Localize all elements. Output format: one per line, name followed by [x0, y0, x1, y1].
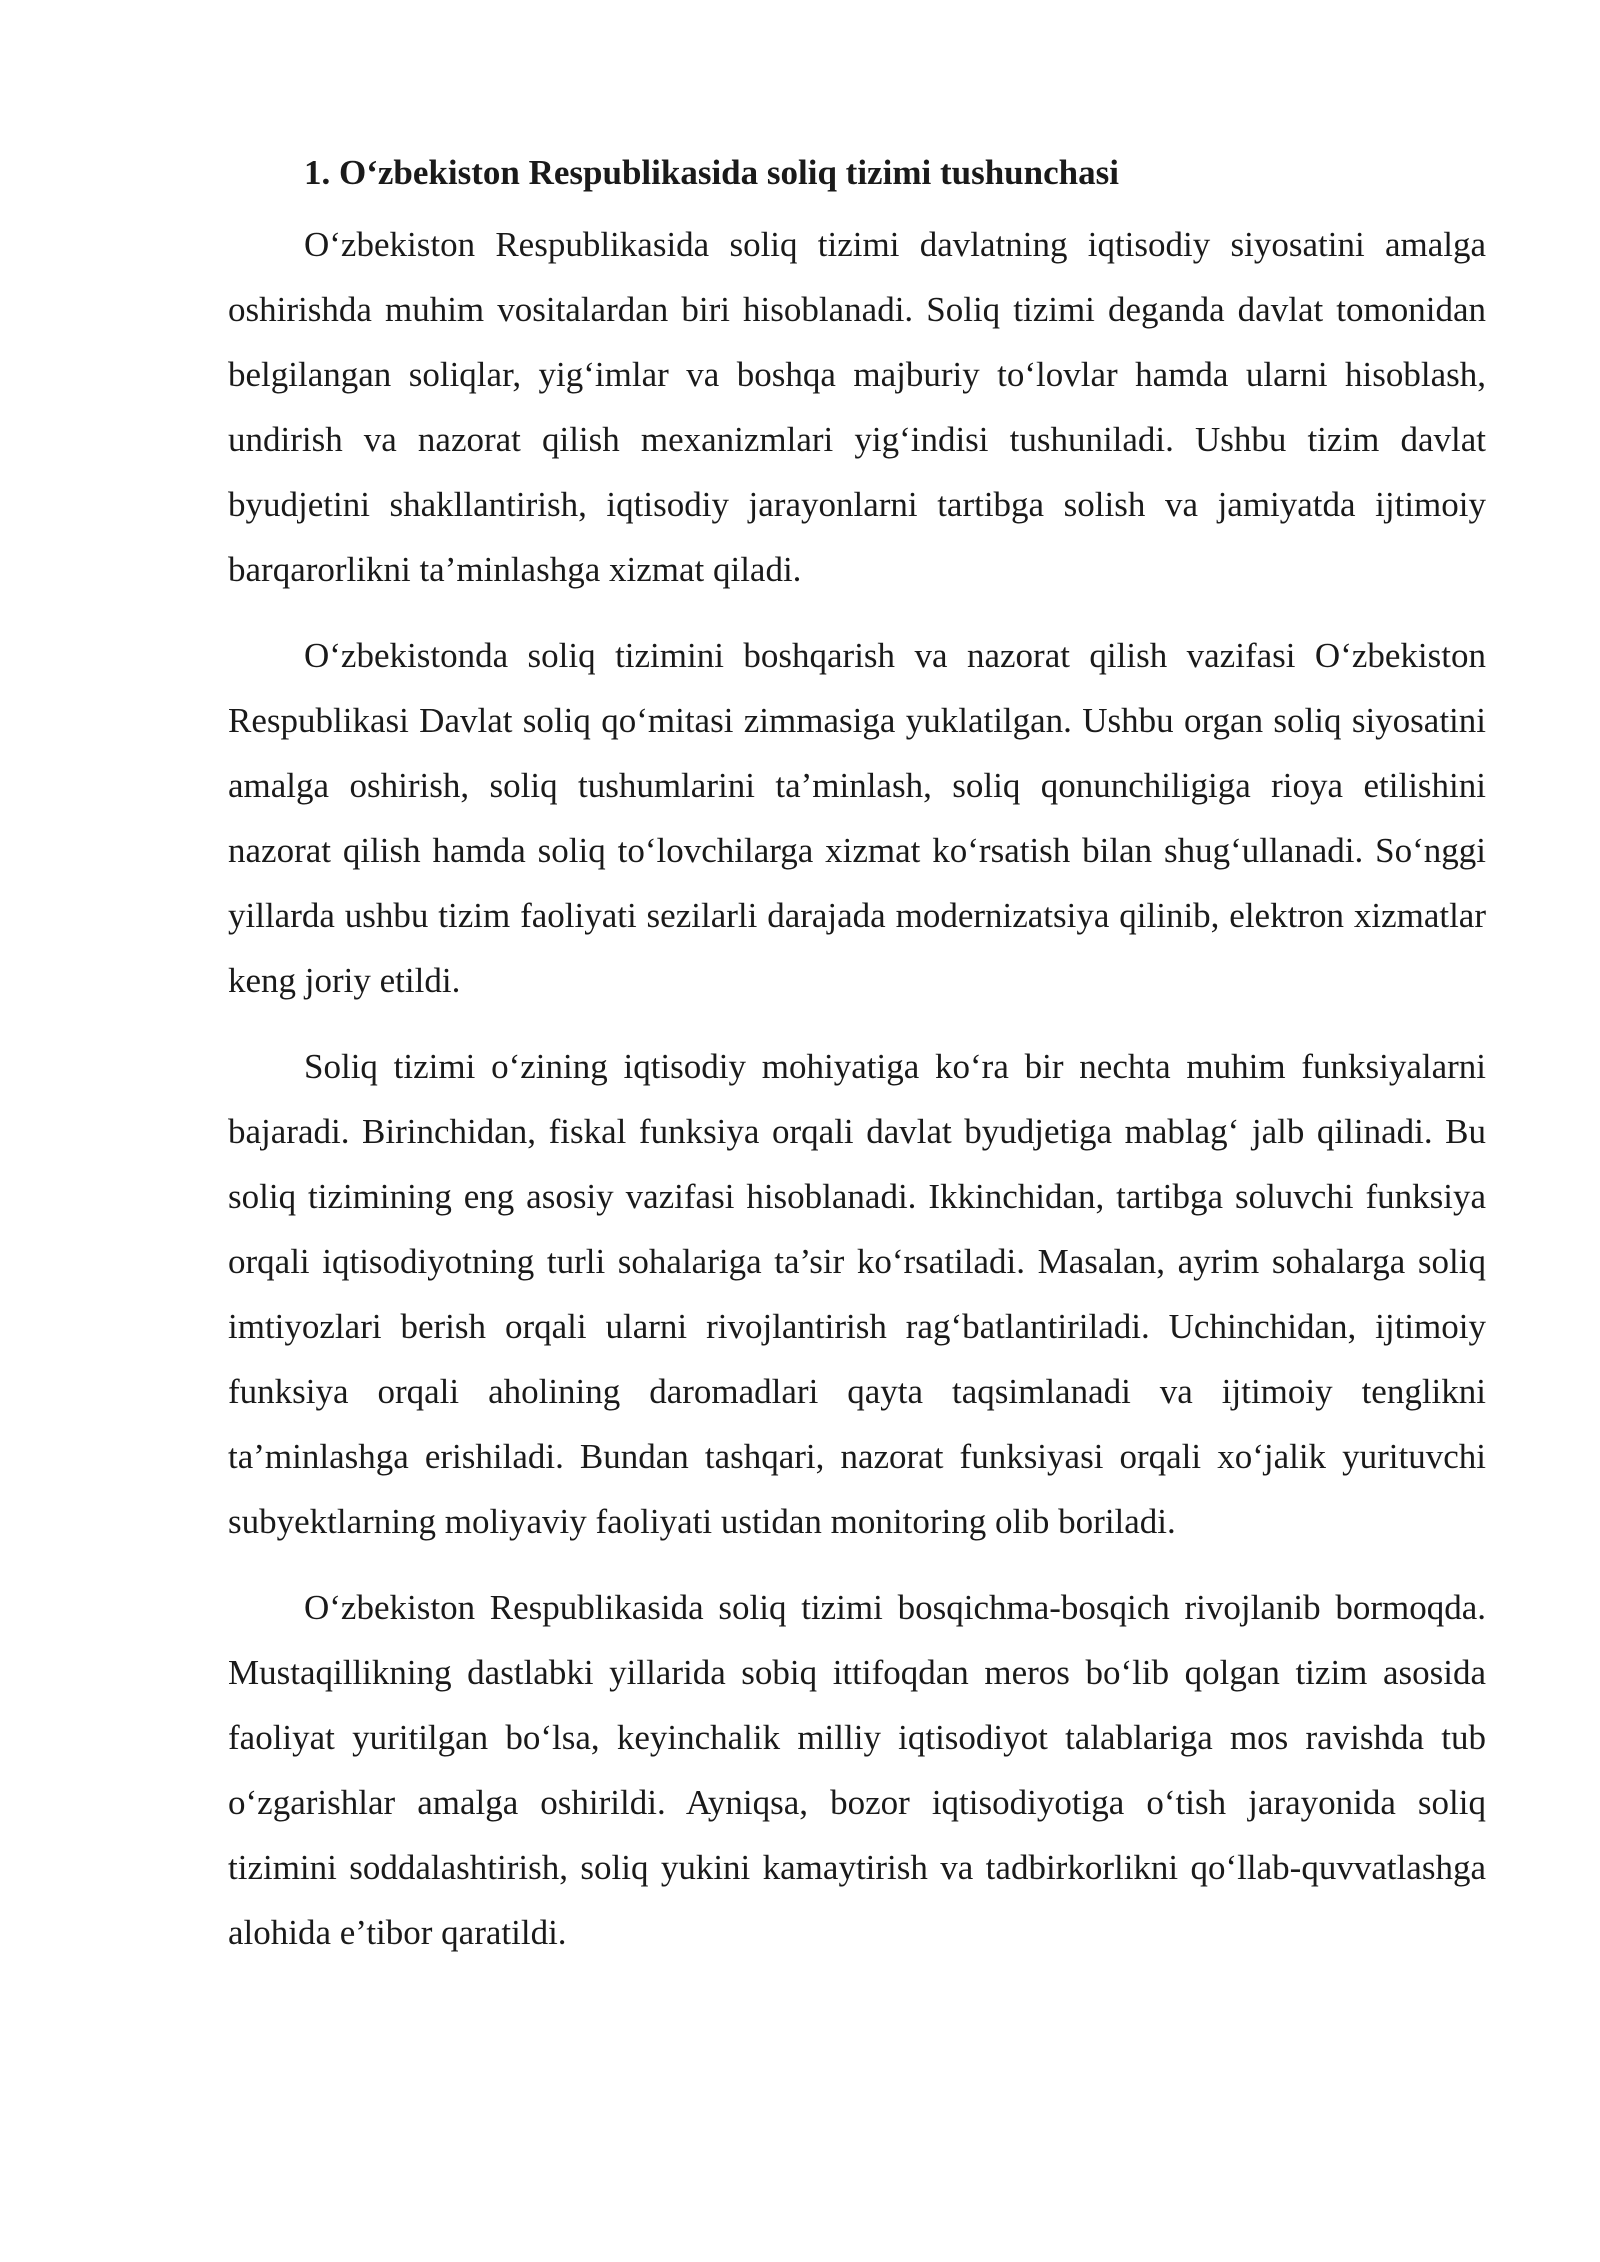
paragraph-1: O‘zbekiston Respublikasida soliq tizimi davlatning iqtisodiy siyosatini amalga oshirishda muhim vositalardan biri hisoblanadi. Soliq tizimi deganda davlat tomonidan belgilangan soliqlar, yig‘imlar va boshqa majburiy to‘lovlar hamda ularni hisoblash, undirish va nazorat qilish mexanizmlari yig‘indisi tushuniladi. Ushbu tizim davlat byudjetini shakllantirish, iqtisodiy jarayonlarni tartibga solish va jamiyatda ijtimoiy barqarorlikni ta’minlashga xizmat qiladi. — [228, 225, 1486, 589]
paragraph-3: Soliq tizimi o‘zining iqtisodiy mohiyatiga ko‘ra bir nechta muhim funksiyalarni bajaradi. Birinchidan, fiskal funksiya orqali davlat byudjetiga mablag‘ jalb qilinadi. Bu soliq tizimining eng asosiy vazifasi hisoblanadi. Ikkinchidan, tartibga soluvchi funksiya orqali iqtisodiyotning turli sohalariga ta’sir ko‘rsatiladi. Masalan, ayrim sohalarga soliq imtiyozlari berish orqali ularni rivojlantirish rag‘batlantiriladi. Uchinchidan, ijtimoiy funksiya orqali aholining daromadlari qayta taqsimlanadi va ijtimoiy tenglikni ta’minlashga erishiladi. Bundan tashqari, nazorat funksiyasi orqali xo‘jalik yurituvchi subyektlarning moliyaviy faoliyati ustidan monitoring olib boriladi. — [228, 1047, 1486, 1541]
paragraph-4: O‘zbekiston Respublikasida soliq tizimi bosqichma-bosqich rivojlanib bormoqda. Mustaqillikning dastlabki yillarida sobiq ittifoqdan meros bo‘lib qolgan tizim asosida faoliyat yuritilgan bo‘lsa, keyinchalik milliy iqtisodiyot talablariga mos ravishda tub o‘zgarishlar amalga oshirildi. Ayniqsa, bozor iqtisodiyotiga o‘tish jarayonida soliq tizimini soddalashtirish, soliq yukini kamaytirish va tadbirkorlikni qo‘llab-quvvatlashga alohida e’tibor qaratildi. — [228, 1588, 1486, 1952]
paragraph-2: O‘zbekistonda soliq tizimini boshqarish va nazorat qilish vazifasi O‘zbekiston Respublikasi Davlat soliq qo‘mitasi zimmasiga yuklatilgan. Ushbu organ soliq siyosatini amalga oshirish, soliq tushumlarini ta’minlash, soliq qonunchiligiga rioya etilishini nazorat qilish hamda soliq to‘lovchilarga xizmat ko‘rsatish bilan shug‘ullanadi. So‘nggi yillarda ushbu tizim faoliyati sezilarli darajada modernizatsiya qilinib, elektron xizmatlar keng joriy etildi. — [228, 636, 1486, 1000]
document-page — [228, 148, 1486, 1986]
section-heading: 1. O‘zbekiston Respublikasida soliq tizimi tushunchasi — [304, 153, 1119, 192]
